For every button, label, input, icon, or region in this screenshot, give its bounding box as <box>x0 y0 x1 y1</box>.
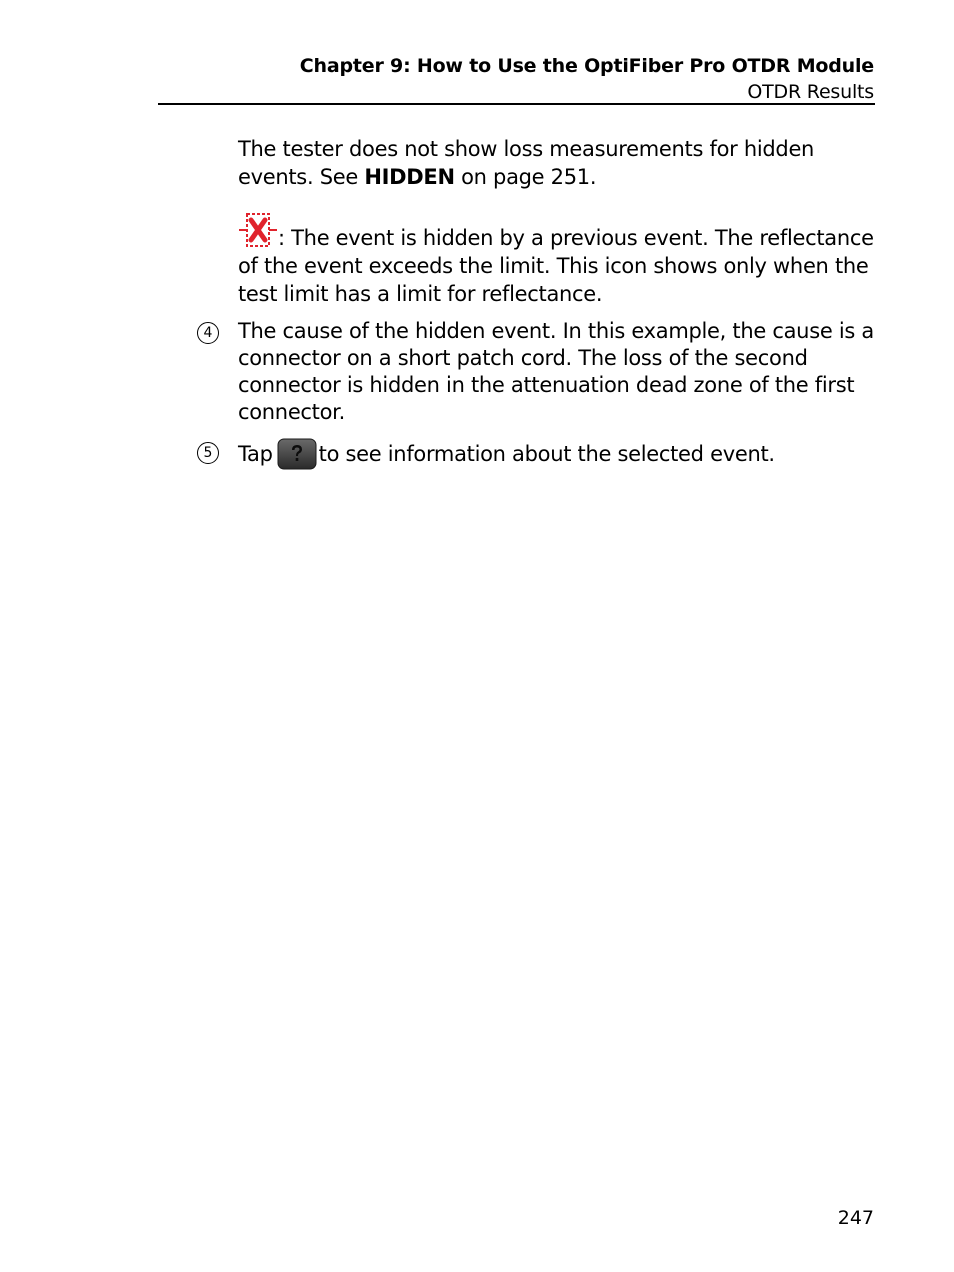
hidden-reference: HIDDEN <box>364 165 455 189</box>
callout-5: 5 <box>197 442 219 464</box>
running-header <box>300 53 874 105</box>
header-divider <box>158 103 875 105</box>
tap-label: Tap <box>238 442 273 466</box>
item-5-text <box>238 438 878 470</box>
hidden-fail-description <box>238 211 878 308</box>
page-number: 247 <box>837 1207 874 1229</box>
help-button-icon <box>277 438 317 470</box>
hidden-event-fail-icon <box>238 211 278 249</box>
section-title: OTDR Results <box>747 81 874 103</box>
note-text: The tester does not show loss measurements for hidden events. See <box>238 137 815 189</box>
hidden-fail-text: : The event is hidden by a previous event. The reflectance of the event exceeds the limit. This icon shows only when the test limit has a limit for reflectance. <box>238 226 874 306</box>
note-tail: on page 251. <box>454 165 597 189</box>
chapter-title: Chapter 9: How to Use the OptiFiber Pro OTDR Module <box>299 55 874 77</box>
callout-4: 4 <box>197 322 219 344</box>
hidden-events-note <box>238 135 878 191</box>
item-4-text: The cause of the hidden event. In this example, the cause is a connector on a short patch cord. The loss of the second connector is hidden in the attenuation dead zone of the first connector. <box>238 319 874 424</box>
tap-description: to see information about the selected event. <box>318 442 775 466</box>
